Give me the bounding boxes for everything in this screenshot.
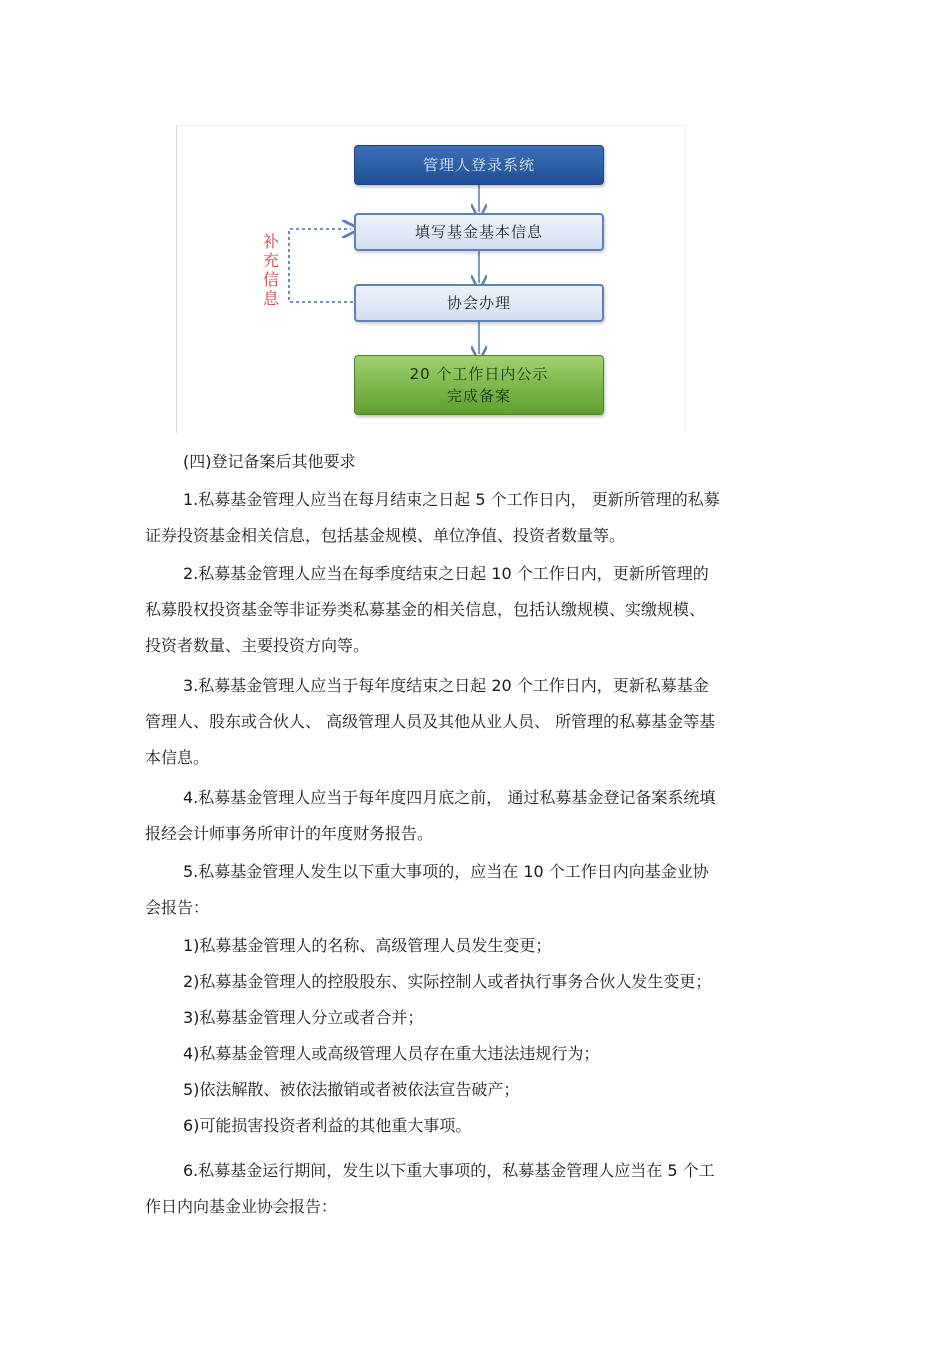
paragraph-line: 投资者数量、主要投资方向等。 [145, 636, 370, 655]
paragraph-line: 报经会计师事务所审计的年度财务报告。 [145, 824, 434, 843]
step-association-box [354, 284, 604, 322]
paragraph-line: 6.私募基金运行期间，发生以下重大事项的，私募基金管理人应当在 5 个工 [183, 1161, 715, 1180]
paragraph-line: 会报告： [145, 898, 210, 917]
paragraph-4 [145, 780, 805, 852]
feedback-loop-line [289, 229, 353, 302]
step-final-line1: 20 个工作日内公示 [409, 365, 549, 383]
paragraph-line: 5.私募基金管理人发生以下重大事项的，应当在 10 个工作日内向基金业协 [183, 862, 709, 881]
flowchart-figure [176, 125, 686, 433]
list-item: 2)私募基金管理人的控股股东、实际控制人或者执行事务合伙人发生变更； [183, 972, 712, 991]
paragraph-line: 私募股权投资基金等非证券类私募基金的相关信息，包括认缴规模、实缴规模、 [145, 600, 706, 619]
list-item: 3)私募基金管理人分立或者合并； [183, 1008, 424, 1027]
list-item: 6)可能损害投资者利益的其他重大事项。 [183, 1116, 472, 1135]
step-association-label: 协会办理 [446, 294, 511, 312]
paragraph-line: 1.私募基金管理人应当在每月结束之日起 5 个工作日内， 更新所管理的私募 [183, 490, 720, 509]
paragraph-line: 管理人、股东或合伙人、 高级管理人员及其他从业人员、 所管理的私募基金等基 [145, 712, 716, 731]
paragraph-5 [145, 854, 805, 926]
paragraph-line: 2.私募基金管理人应当在每季度结束之日起 10 个工作日内，更新所管理的 [183, 564, 709, 583]
paragraph-3 [145, 668, 805, 776]
step-final-line2: 完成备案 [446, 387, 511, 405]
paragraph-line: 3.私募基金管理人应当于每年度结束之日起 20 个工作日内，更新私募基金 [183, 676, 709, 695]
paragraph-line: 本信息。 [145, 748, 210, 767]
step-fill-info-box [354, 213, 604, 251]
section-heading-text: (四)登记备案后其他要求 [183, 452, 356, 471]
list-item: 5)依法解散、被依法撤销或者被依法宣告破产； [183, 1080, 520, 1099]
paragraph-line: 作日内向基金业协会报告： [145, 1197, 338, 1216]
list-item: 1)私募基金管理人的名称、高级管理人员发生变更； [183, 936, 552, 955]
step-login-label: 管理人登录系统 [422, 156, 535, 174]
supplement-info-label: 补充信息 [262, 232, 279, 308]
step-fill-info-label: 填写基金基本信息 [414, 223, 543, 241]
paragraph-6 [145, 1153, 805, 1225]
paragraph-1 [145, 482, 805, 554]
paragraph-line: 证券投资基金相关信息，包括基金规模、单位净值、投资者数量等。 [145, 526, 626, 545]
section-heading [145, 444, 805, 480]
paragraph-line: 4.私募基金管理人应当于每年度四月底之前， 通过私募基金登记备案系统填 [183, 788, 716, 807]
list-item: 4)私募基金管理人或高级管理人员存在重大违法违规行为； [183, 1044, 600, 1063]
step-login-box [354, 145, 604, 185]
paragraph-2 [145, 556, 805, 664]
step-final-box [354, 355, 604, 415]
reportable-events-list [145, 928, 805, 1144]
